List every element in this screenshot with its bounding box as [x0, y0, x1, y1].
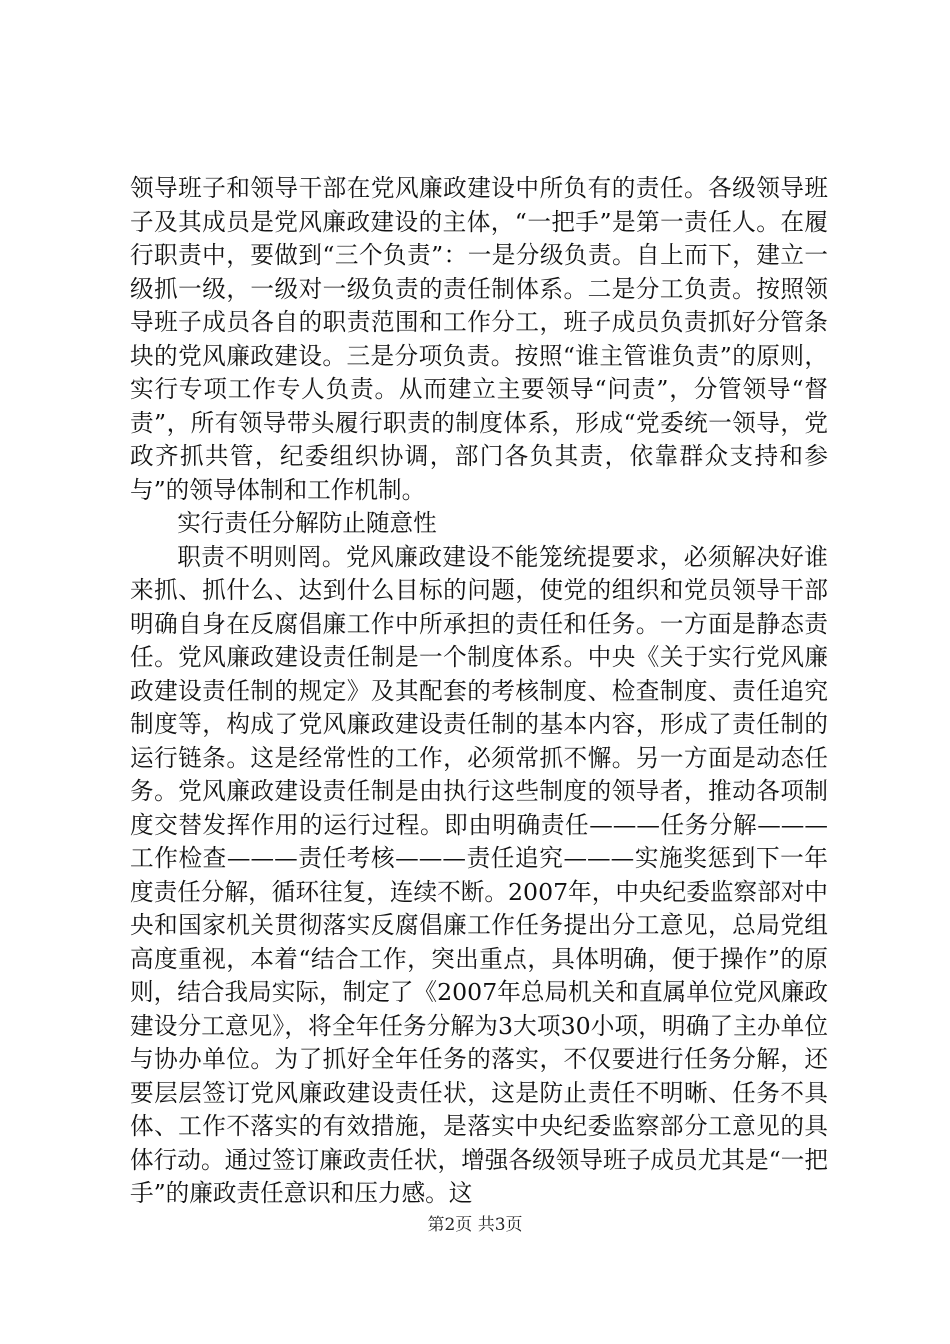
- paragraph-task-decomposition: 职责不明则罔。党风廉政建设不能笼统提要求，必须解决好谁来抓、抓什么、达到什么目标的问题，使党的组织和党员领导干部明确自身在反腐倡廉工作中所承担的责任和任务。一方面是静态责任。党风廉政建设责任制是一个制度体系。中央《关于实行党风廉政建设责任制的规定》及其配套的考核制度、检查制度、责任追究制度等，构成了党风廉政建设责任制的基本内容，形成了责任制的运行链条。这是经常性的工作，必须常抓不懈。另一方面是动态任务。党风廉政建设责任制是由执行这些制度的领导者，推动各项制度交替发挥作用的运行过程。即由明确责任———任务分解———工作检查———责任考核———责任追究———实施奖惩到下一年度责任分解，循环往复，连续不断。2007年，中央纪委监察部对中央和国家机关贯彻落实反腐倡廉工作任务提出分工意见，总局党组高度重视，本着“结合工作，突出重点，具体明确，便于操作”的原则，结合我局实际，制定了《2007年总局机关和直属单位党风廉政建设分工意见》，将全年任务分解为3大项30小项，明确了主办单位与协办单位。为了抓好全年任务的落实，不仅要进行任务分解，还要层层签订党风廉政建设责任状，这是防止责任不明晰、任务不具体、工作不落实的有效措施，是落实中央纪委监察部分工意见的具体行动。通过签订廉政责任状，增强各级领导班子成员尤其是“一把手”的廉政责任意识和压力感。这: [130, 542, 828, 1207]
- paragraph-responsibility-system: 领导班子和领导干部在党风廉政建设中所负有的责任。各级领导班子及其成员是党风廉政建设的主体，“一把手”是第一责任人。在履行职责中，要做到“三个负责”：一是分级负责。自上而下，建立一级抓一级，一级对一级负责的责任制体系。二是分工负责。按照领导班子成员各自的职责范围和工作分工，班子成员负责抓好分管条块的党风廉政建设。三是分项负责。按照“谁主管谁负责”的原则，实行专项工作专人负责。从而建立主要领导“问责”，分管领导“督责”，所有领导带头履行职责的制度体系，形成“党委统一领导，党政齐抓共管，纪委组织协调，部门各负其责，依靠群众支持和参与”的领导体制和工作机制。: [130, 174, 828, 504]
- page-number-footer: 第2页 共3页: [427, 1215, 523, 1235]
- section-heading: 实行责任分解防止随意性: [177, 509, 437, 537]
- document-body: [130, 172, 828, 1211]
